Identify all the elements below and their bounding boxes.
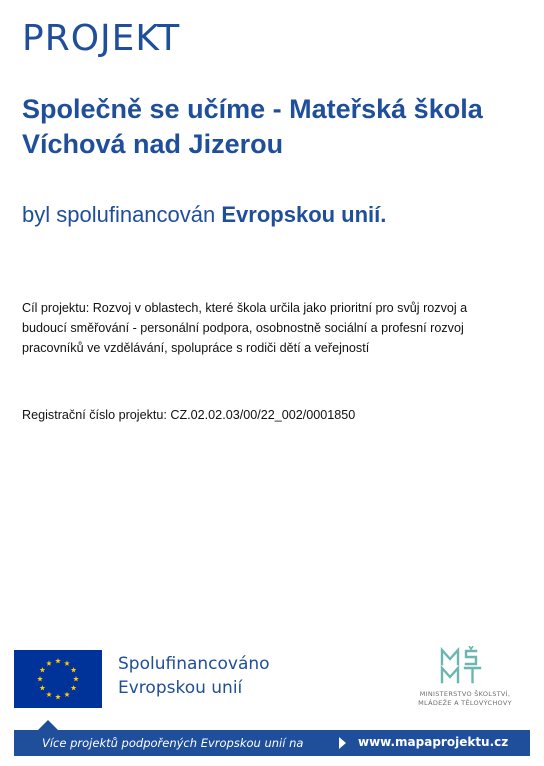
- footer-url-link[interactable]: www.mapaprojektu.cz: [358, 735, 509, 749]
- arrow-right-icon: [339, 737, 346, 749]
- page-heading: PROJEKT: [22, 18, 181, 59]
- eu-cofunded-line2: Evropskou unií: [118, 678, 243, 698]
- msmt-monogram-icon: [436, 646, 492, 686]
- eu-cofunded-line1: Spolufinancováno: [118, 654, 270, 674]
- msmt-name-line2: MLÁDEŽE A TĚLOVÝCHOVY: [418, 699, 512, 707]
- footer-link-bar[interactable]: [14, 730, 530, 756]
- msmt-name: [398, 690, 532, 708]
- funding-statement: [22, 202, 386, 228]
- registration-number: Registrační číslo projektu: CZ.02.02.03/00/22_002/0001850: [22, 408, 356, 422]
- footer-notch: [38, 720, 58, 730]
- project-goal: Cíl projektu: Rozvoj v oblastech, které škola určila jako prioritní pro svůj rozvoj a budoucí směřování - personální podpora, osobnostně sociální a profesní rozvoj pracovníků ve vzdělávání, spolupráce s rodiči dětí a veřejností: [22, 301, 468, 355]
- footer-text: Více projektů podpořených Evropskou unií na: [42, 736, 304, 750]
- funding-emphasis: Evropskou unií.: [221, 202, 387, 227]
- project-title: Společně se učíme - Mateřská škola Víchová nad Jizerou: [22, 94, 483, 159]
- eu-flag-icon: [14, 650, 102, 708]
- funding-prefix: byl spolufinancován: [22, 202, 216, 227]
- eu-cofunded-text: [118, 652, 270, 700]
- msmt-name-line1: MINISTERSTVO ŠKOLSTVÍ,: [419, 690, 511, 698]
